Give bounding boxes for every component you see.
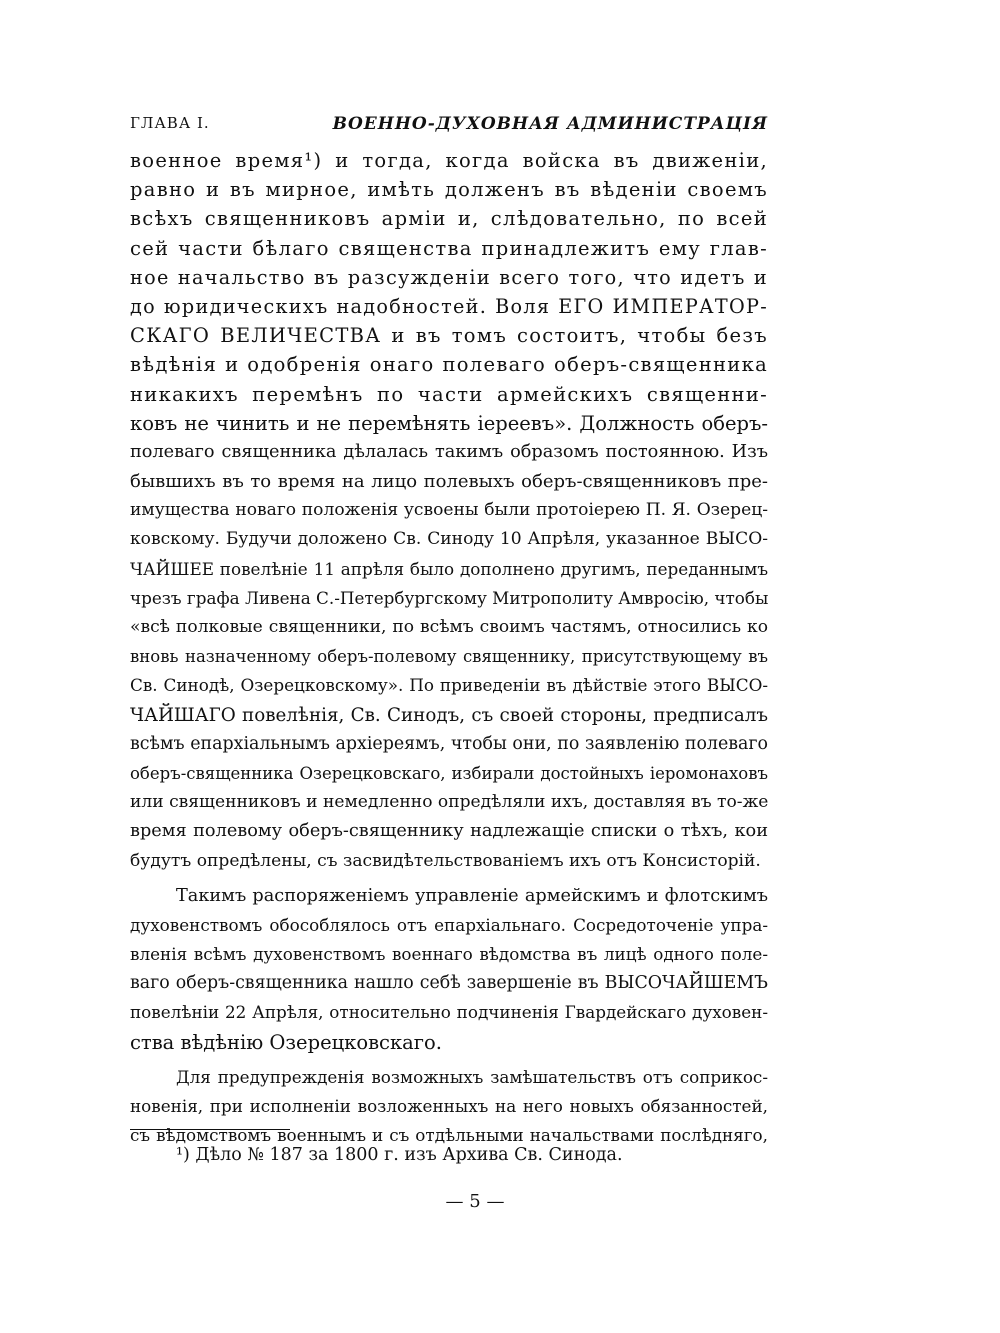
text-line: Для предупрежденія возможныхъ замѣшательствъ отъ соприкос- xyxy=(176,1066,768,1087)
page-number: — 5 — xyxy=(445,1191,505,1212)
text-line: вленія всѣмъ духовенствомъ военнаго вѣдомства въ лицѣ одного поле- xyxy=(130,944,768,965)
text-line: Св. Синодѣ, Озерецковскому». По приведеніи въ дѣйствіе этого ВЫСО- xyxy=(130,675,768,696)
text-line: никакихъ перемѣнъ по части армейскихъ священни- xyxy=(130,382,768,406)
text-line: ковъ не чинить и не перемѣнять іереевъ». Должность оберъ- xyxy=(130,411,768,435)
chapter-label: ГЛАВА I. xyxy=(130,114,210,132)
body-text xyxy=(130,146,768,1150)
text-line: равно и въ мирное, имѣть долженъ въ вѣденіи своемъ xyxy=(130,178,768,202)
text-line: будутъ опредѣлены, съ засвидѣтельствованіемъ ихъ отъ Консисторій. xyxy=(130,850,761,871)
text-line: ковскому. Будучи доложено Св. Синоду 10 Апрѣля, указанное ВЫСО- xyxy=(130,529,768,550)
text-line: всѣмъ епархіальнымъ архіереямъ, чтобы они, по заявленію полеваго xyxy=(130,733,768,754)
text-line: Такимъ распоряженіемъ управленіе армейскимъ и флотскимъ xyxy=(176,885,768,906)
text-line: ное начальство въ разсужденіи всего того, что идетъ и xyxy=(130,265,768,289)
text-line: сей части бѣлаго священства принадлежитъ ему глав- xyxy=(130,236,768,260)
text-line: оберъ-священника Озерецковскаго, избирали достойныхъ іеромонаховъ xyxy=(130,763,768,783)
text-line: вновь назначенному оберъ-полевому священнику, присутствующему въ xyxy=(130,647,768,667)
text-line: ства вѣдѣнію Озерецковскаго. xyxy=(130,1030,442,1054)
text-line: ЧАЙШЕЕ повелѣніе 11 апрѣля было дополнено другимъ, переданнымъ xyxy=(130,558,768,579)
text-line: или священниковъ и немедленно опредѣляли ихъ, доставляя въ то-же xyxy=(130,792,768,813)
text-line: ЧАЙШАГО повелѣнія, Св. Синодъ, съ своей стороны, предписалъ xyxy=(130,704,768,726)
text-line: вѣдѣнія и одобренія онаго полеваго оберъ-священника xyxy=(130,353,768,377)
page-number-row xyxy=(0,1191,1000,1212)
text-line: ваго оберъ-священника нашло себѣ завершеніе въ ВЫСОЧАЙШЕМЪ xyxy=(130,973,768,994)
text-line: чрезъ графа Ливена С.-Петербургскому Митрополиту Амвросію, чтобы xyxy=(130,587,768,608)
text-line: до юридическихъ надобностей. Воля ЕГО ИМПЕРАТОР- xyxy=(130,294,768,318)
text-line: военное время¹) и тогда, когда войска въ движеніи, xyxy=(130,149,768,172)
text-line: «всѣ полковые священники, по всѣмъ своимъ частямъ, относились ко xyxy=(130,617,768,637)
text-line: СКАГО ВЕЛИЧЕСТВА и въ томъ состоитъ, чтобы безъ xyxy=(130,324,768,348)
text-line: духовенствомъ обособлялось отъ епархіальнаго. Сосредоточеніе упра- xyxy=(130,914,768,935)
running-header xyxy=(130,114,768,138)
text-line: полеваго священника дѣлалась такимъ образомъ постоянною. Изъ xyxy=(130,441,768,462)
text-line: бывшихъ въ то время на лицо полевыхъ оберъ-священниковъ пре- xyxy=(130,471,768,493)
text-line: имущества новаго положенія усвоены были протоіерею П. Я. Озерец- xyxy=(130,500,768,521)
text-line: время полевому оберъ-священнику надлежащіе списки о тѣхъ, кои xyxy=(130,821,768,842)
footnote: ¹) Дѣло № 187 за 1800 г. изъ Архива Св. Синода. xyxy=(176,1145,623,1165)
text-line: повелѣніи 22 Апрѣля, относительно подчиненія Гвардейскаго духовен- xyxy=(130,1002,768,1023)
footnote-rule xyxy=(130,1129,290,1130)
running-title: ВОЕННО-ДУХОВНАЯ АДМИНИСТРАЦІЯ xyxy=(332,114,768,134)
text-line: съ вѣдомствомъ военнымъ и съ отдѣльными начальствами послѣдняго, xyxy=(130,1125,768,1146)
text-line: новенія, при исполненіи возложенныхъ на него новыхъ обязанностей, xyxy=(130,1096,768,1116)
text-line: всѣхъ священниковъ арміи и, слѣдовательно, по всей xyxy=(130,207,768,231)
